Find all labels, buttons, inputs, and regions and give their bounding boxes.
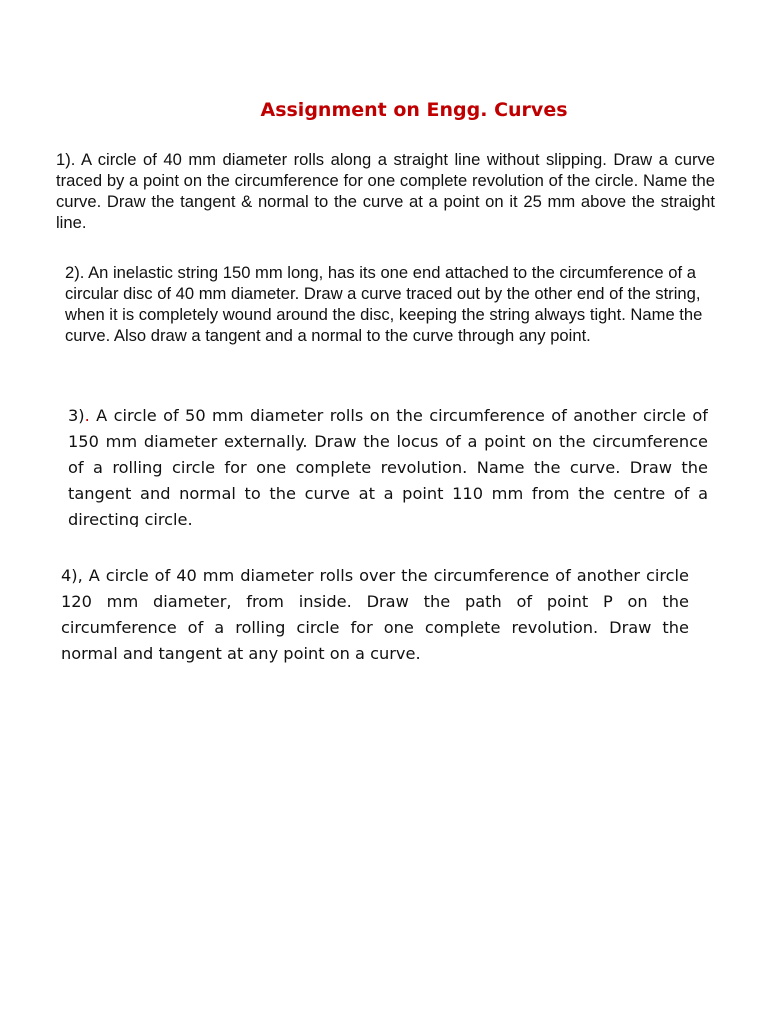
document-title: Assignment on Engg. Curves [260, 99, 568, 121]
question-1-number: 1). [56, 150, 76, 169]
question-4-text: A circle of 40 mm diameter rolls over the circumference of another circle 120 mm diameter, from inside. Draw the path of point P on the circumference of a rolling circle for one complete revolution. Draw the normal and tangent at any point on a curve. [61, 566, 689, 663]
question-3-number-punctuation: . [84, 406, 90, 425]
question-4 [61, 563, 689, 667]
question-1-text: A circle of 40 mm diameter rolls along a straight line without slipping. Draw a curve traced by a point on the circumference for one complete revolution of the circle. Name the curve. Draw the tangent & normal to the curve at a point on it 25 mm above the straight line. [56, 150, 716, 232]
question-3-number: 3) [68, 406, 85, 425]
question-2-text: An inelastic string 150 mm long, has its one end attached to the circumference of a circular disc of 40 mm diameter. Draw a curve traced out by the other end of the string, when it is completely wound around the disc, keeping the string always tight. Name the curve. Also draw a tangent and a normal to the curve through any point. [65, 263, 703, 345]
question-3-text: A circle of 50 mm diameter rolls on the circumference of another circle of 150 mm diameter externally. Draw the locus of a point on the circumference of a rolling circle for one complete revolution. Name the curve. Draw the tangent and normal to the curve at a point 110 mm from the centre of a directing circle. [68, 406, 708, 527]
question-2-number: 2). [65, 263, 85, 282]
question-1 [56, 149, 715, 233]
question-2 [65, 262, 708, 346]
question-4-number: 4), [61, 566, 83, 585]
question-3 [68, 403, 708, 527]
